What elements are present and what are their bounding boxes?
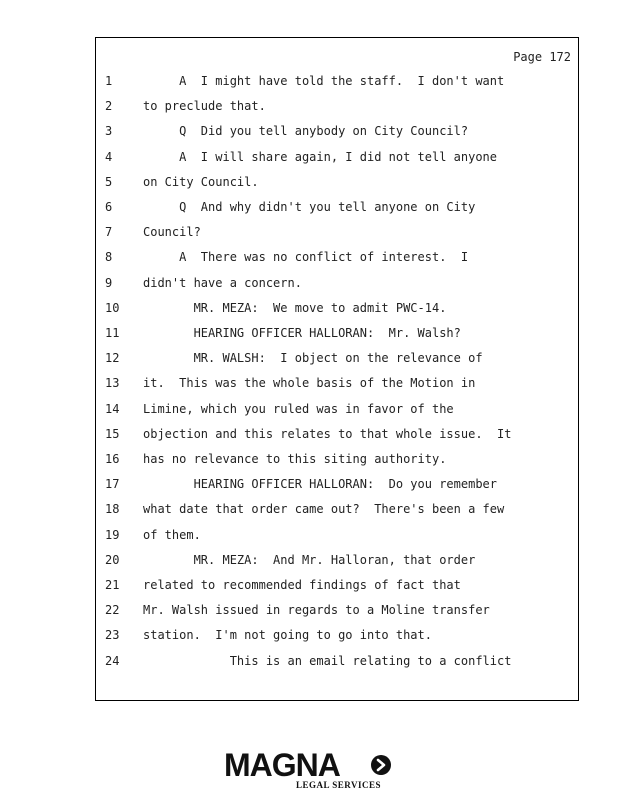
transcript-line	[96, 71, 576, 91]
line-text: what date that order came out? There's been a few	[143, 502, 505, 517]
transcript-line	[96, 147, 576, 167]
line-text: HEARING OFFICER HALLORAN: Do you remember	[143, 477, 498, 492]
transcript-page	[95, 37, 579, 701]
line-text: related to recommended findings of fact that	[143, 578, 461, 592]
transcript-line	[96, 424, 576, 444]
line-text: didn't have a concern.	[143, 275, 302, 290]
line-text: has no relevance to this siting authority.	[143, 452, 447, 466]
logo-subtitle: LEGAL SERVICES	[296, 780, 381, 790]
transcript-line	[96, 474, 576, 494]
line-text: Q And why didn't you tell anyone on City	[143, 200, 476, 214]
line-number: 11	[105, 326, 120, 340]
line-text: Limine, which you ruled was in favor of the	[143, 401, 454, 416]
line-text: objection and this relates to that whole issue. It	[143, 426, 512, 441]
transcript-line	[96, 298, 576, 318]
line-text: MR. MEZA: We move to admit PWC-14.	[143, 300, 447, 315]
line-number: 17	[105, 477, 120, 492]
line-number: 12	[105, 351, 120, 366]
line-number: 23	[105, 628, 120, 643]
line-number: 2	[105, 99, 113, 114]
line-text: MR. MEZA: And Mr. Halloran, that order	[143, 552, 476, 567]
line-text: This is an email relating to a conflict	[143, 653, 512, 668]
transcript-line	[96, 499, 576, 519]
line-number: 24	[105, 653, 120, 668]
line-number: 22	[105, 603, 120, 618]
line-text: it. This was the whole basis of the Motion in	[143, 376, 476, 391]
transcript-line	[96, 525, 576, 545]
line-number: 6	[105, 200, 113, 214]
line-number: 7	[105, 225, 113, 240]
transcript-line	[96, 575, 576, 595]
line-number: 20	[105, 552, 120, 567]
transcript-line	[96, 399, 576, 419]
transcript-line	[96, 625, 576, 645]
line-text: to preclude that.	[143, 99, 266, 114]
page-number: Page 172	[513, 50, 571, 64]
line-text: Q Did you tell anybody on City Council?	[143, 124, 469, 139]
transcript-line	[96, 273, 576, 293]
line-text: on City Council.	[143, 174, 259, 189]
line-number: 16	[105, 452, 120, 466]
line-text: A I might have told the staff. I don't want	[143, 74, 505, 88]
transcript-line	[96, 373, 576, 393]
line-number: 15	[105, 426, 120, 441]
line-text: HEARING OFFICER HALLORAN: Mr. Walsh?	[143, 326, 461, 340]
line-text: of them.	[143, 527, 201, 542]
line-text: Council?	[143, 225, 201, 240]
line-text: station. I'm not going to go into that.	[143, 628, 432, 643]
transcript-line	[96, 348, 576, 368]
line-number: 13	[105, 376, 120, 391]
line-number: 21	[105, 578, 120, 592]
line-text: MR. WALSH: I object on the relevance of	[143, 351, 483, 366]
line-number: 19	[105, 527, 120, 542]
line-number: 14	[105, 401, 120, 416]
transcript-line	[96, 550, 576, 570]
transcript-line	[96, 172, 576, 192]
line-number: 9	[105, 275, 113, 290]
transcript-line	[96, 222, 576, 242]
chevron-right-circle-icon	[370, 754, 392, 776]
line-number: 8	[105, 250, 113, 265]
logo-wordmark: MAGNA	[224, 747, 340, 783]
line-text: A I will share again, I did not tell anyone	[143, 149, 498, 164]
line-number: 18	[105, 502, 120, 517]
transcript-line	[96, 96, 576, 116]
line-number: 1	[105, 74, 113, 88]
line-number: 4	[105, 149, 113, 164]
line-number: 3	[105, 124, 113, 139]
transcript-line	[96, 600, 576, 620]
transcript-line	[96, 247, 576, 267]
transcript-line	[96, 197, 576, 217]
transcript-line	[96, 651, 576, 671]
transcript-line	[96, 121, 576, 141]
line-text: A There was no conflict of interest. I	[143, 250, 469, 265]
magna-logo	[224, 748, 396, 792]
line-number: 5	[105, 174, 113, 189]
line-text: Mr. Walsh issued in regards to a Moline transfer	[143, 603, 490, 618]
line-number: 10	[105, 300, 120, 315]
transcript-line	[96, 449, 576, 469]
transcript-line	[96, 323, 576, 343]
